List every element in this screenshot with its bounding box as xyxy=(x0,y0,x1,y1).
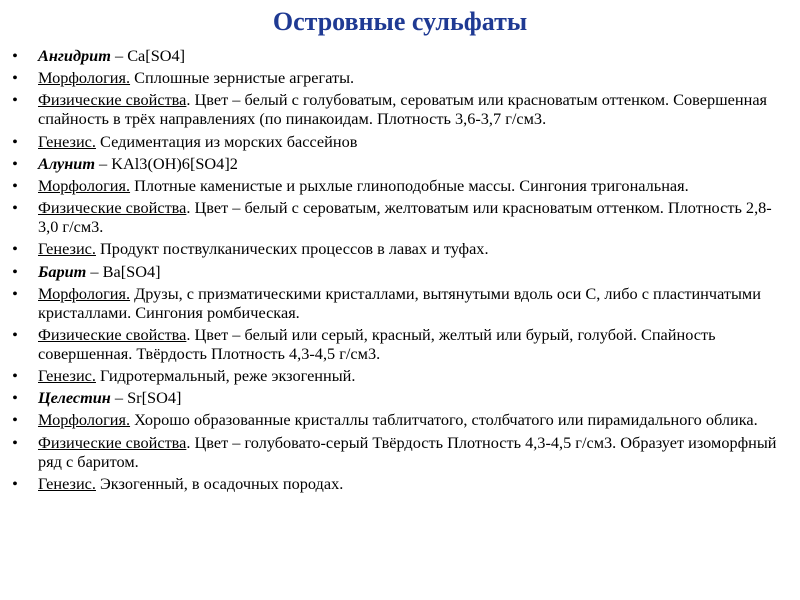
property-text: . Цвет – белый с голубоватым, сероватым или красноватым оттенком. Совершенная спайность в трёх направлениях (по пинакоидам. Плотность 3,6-3,7 г/см3. xyxy=(38,90,768,129)
property-item xyxy=(0,366,800,385)
property-text: Друзы, с призматическими кристаллами, вытянутыми вдоль оси С, либо с пластинчатыми кристаллами. Сингония ромбическая. xyxy=(38,283,761,322)
property-item xyxy=(0,132,800,151)
bullet-icon: • xyxy=(12,366,18,386)
property-text: Плотные каменистые и рыхлые глиноподобные массы. Сингония тригональная. xyxy=(130,175,689,195)
property-label: Генезис. xyxy=(38,131,96,151)
property-text: Сплошные зернистые агрегаты. xyxy=(130,68,355,88)
bullet-icon: • xyxy=(12,410,18,430)
property-label: Морфология. xyxy=(38,175,131,195)
property-item xyxy=(0,198,800,236)
property-item xyxy=(0,284,800,322)
mineral-name: Целестин xyxy=(38,388,111,408)
mineral-heading-item xyxy=(0,46,800,65)
property-label: Генезис. xyxy=(38,239,96,259)
property-item xyxy=(0,239,800,258)
bullet-icon: • xyxy=(12,131,18,151)
mineral-heading-item xyxy=(0,262,800,281)
property-text: Хорошо образованные кристаллы таблитчатого, столбчатого или пирамидального облика. xyxy=(130,410,758,430)
bullet-icon: • xyxy=(12,68,18,88)
bullet-icon: • xyxy=(12,324,18,344)
property-text: . Цвет – белый с сероватым, желтоватым или красноватым оттенком. Плотность 2,8-3,0 г/см3. xyxy=(38,198,772,237)
bullet-icon: • xyxy=(12,473,18,493)
bullet-icon: • xyxy=(12,239,18,259)
property-label: Физические свойства xyxy=(38,432,187,452)
property-text: Экзогенный, в осадочных породах. xyxy=(95,473,344,493)
property-label: Морфология. xyxy=(38,68,131,88)
bullet-icon: • xyxy=(12,432,18,452)
property-text: . Цвет – белый или серый, красный, желтый или бурый, голубой. Спайность совершенная. Твёрдость Плотность 4,3-4,5 г/см3. xyxy=(38,324,716,363)
property-item xyxy=(0,176,800,195)
property-text: . Цвет – голубовато-серый Твёрдость Плотность 4,3-4,5 г/см3. Образует изоморфный ряд с баритом. xyxy=(38,432,777,471)
bullet-icon: • xyxy=(12,198,18,218)
mineral-formula: – Sr[SO4] xyxy=(110,388,182,408)
bullet-icon: • xyxy=(12,175,18,195)
property-label: Физические свойства xyxy=(38,198,187,218)
bullet-icon: • xyxy=(12,46,18,65)
property-text: Продукт поствулканических процессов в лавах и туфах. xyxy=(95,239,489,259)
bullet-icon: • xyxy=(12,283,18,303)
property-item xyxy=(0,68,800,87)
mineral-name: Барит xyxy=(38,261,87,281)
slide-title: Островные сульфаты xyxy=(272,7,528,36)
mineral-formula: – KAl3(OH)6[SO4]2 xyxy=(94,153,238,173)
property-label: Морфология. xyxy=(38,410,131,430)
property-item xyxy=(0,325,800,363)
mineral-name: Ангидрит xyxy=(38,46,111,65)
property-label: Генезис. xyxy=(38,366,96,386)
bullet-icon: • xyxy=(12,153,18,173)
property-item xyxy=(0,90,800,128)
bullet-list xyxy=(0,46,800,496)
property-label: Физические свойства xyxy=(38,324,187,344)
property-text: Гидротермальный, реже экзогенный. xyxy=(95,366,356,386)
property-label: Генезис. xyxy=(38,473,96,493)
property-item xyxy=(0,410,800,429)
mineral-name: Алунит xyxy=(38,153,95,173)
bullet-icon: • xyxy=(12,388,18,408)
bullet-icon: • xyxy=(12,261,18,281)
mineral-heading-item xyxy=(0,388,800,407)
bullet-icon: • xyxy=(12,90,18,110)
property-label: Морфология. xyxy=(38,283,131,303)
property-text: Седиментация из морских бассейнов xyxy=(95,131,358,151)
property-item xyxy=(0,433,800,471)
property-item xyxy=(0,474,800,493)
mineral-heading-item xyxy=(0,154,800,173)
mineral-formula: – Ba[SO4] xyxy=(86,261,161,281)
mineral-formula: – Ca[SO4] xyxy=(110,46,186,65)
property-label: Физические свойства xyxy=(38,90,187,110)
